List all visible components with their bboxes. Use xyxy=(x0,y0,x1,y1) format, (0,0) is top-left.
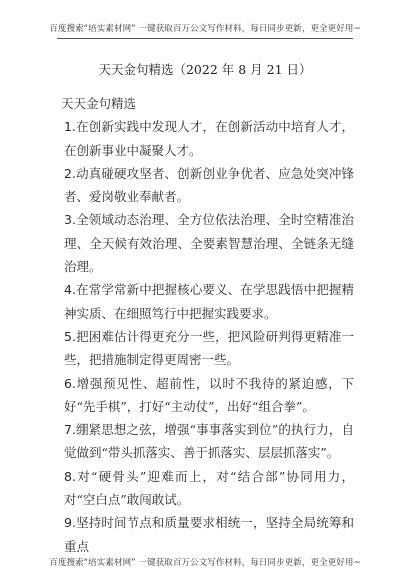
page-footer: 百度搜索“培实素材网” 一键获取百万公文写作材料，每日同步更新，更全更好用~ xyxy=(49,558,361,568)
quote-number: 8. xyxy=(64,468,76,484)
quote-number: 2. xyxy=(64,165,76,181)
quote-item xyxy=(64,465,354,512)
quote-number: 9. xyxy=(64,515,76,531)
quote-item xyxy=(64,372,354,419)
page-header: 百度搜索“培实素材网” 一键获取百万公文写作材料，每日同步更新，更全更好用~ xyxy=(49,24,361,34)
quote-text: 坚持时间节点和质量要求相统一，坚持全局统筹和重点 xyxy=(64,515,354,554)
quote-text: 把困难估计得更充分一些，把风险研判得更精准一些，把措施制定得更周密一些。 xyxy=(64,328,354,368)
quote-text: 动真碰硬攻坚者、创新创业争优者、应急处突冲锋者、爱岗敬业奉献者。 xyxy=(64,165,354,205)
quote-item xyxy=(64,208,354,278)
quote-text: 绷紧思想之弦，增强“事事落实到位”的执行力，自觉做到“带头抓落实、善于抓落实、层层抓落实”。 xyxy=(64,422,354,461)
quote-number: 5. xyxy=(64,328,76,344)
section-heading: 天天金句精选 xyxy=(61,96,137,111)
quote-item xyxy=(64,278,354,325)
quote-number: 3. xyxy=(64,212,76,228)
quote-item xyxy=(64,162,354,209)
quote-text: 全领域动态治理、全方位依法治理、全时空精准治理、全天候有效治理、全要素智慧治理、全链条无缝治理。 xyxy=(64,212,354,275)
quote-text: 对“硬骨头”迎难而上，对“结合部”协同用力，对“空白点”敢闯敢试。 xyxy=(64,468,354,508)
quote-text: 增强预见性、超前性，以时不我待的紧迫感，下好“先手棋”，打好“主动仗”，出好“组合拳”。 xyxy=(64,375,354,414)
quote-number: 4. xyxy=(64,282,76,298)
quote-item xyxy=(64,115,354,162)
quote-item xyxy=(64,511,354,558)
quote-list xyxy=(64,115,354,558)
quote-number: 6. xyxy=(64,375,76,391)
quote-number: 1. xyxy=(64,119,76,135)
quote-item xyxy=(64,418,354,465)
quote-text: 在常学常新中把握核心要义、在学思践悟中把握精神实质、在细照笃行中把握实践要求。 xyxy=(64,282,354,321)
quote-text: 在创新实践中发现人才，在创新活动中培育人才，在创新事业中凝聚人才。 xyxy=(64,119,354,158)
document-title: 天天金句精选（2022 年 8 月 21 日） xyxy=(98,62,312,77)
header-divider xyxy=(57,38,353,39)
quote-item xyxy=(64,325,354,372)
document-body xyxy=(61,92,354,558)
quote-number: 7. xyxy=(64,422,76,438)
